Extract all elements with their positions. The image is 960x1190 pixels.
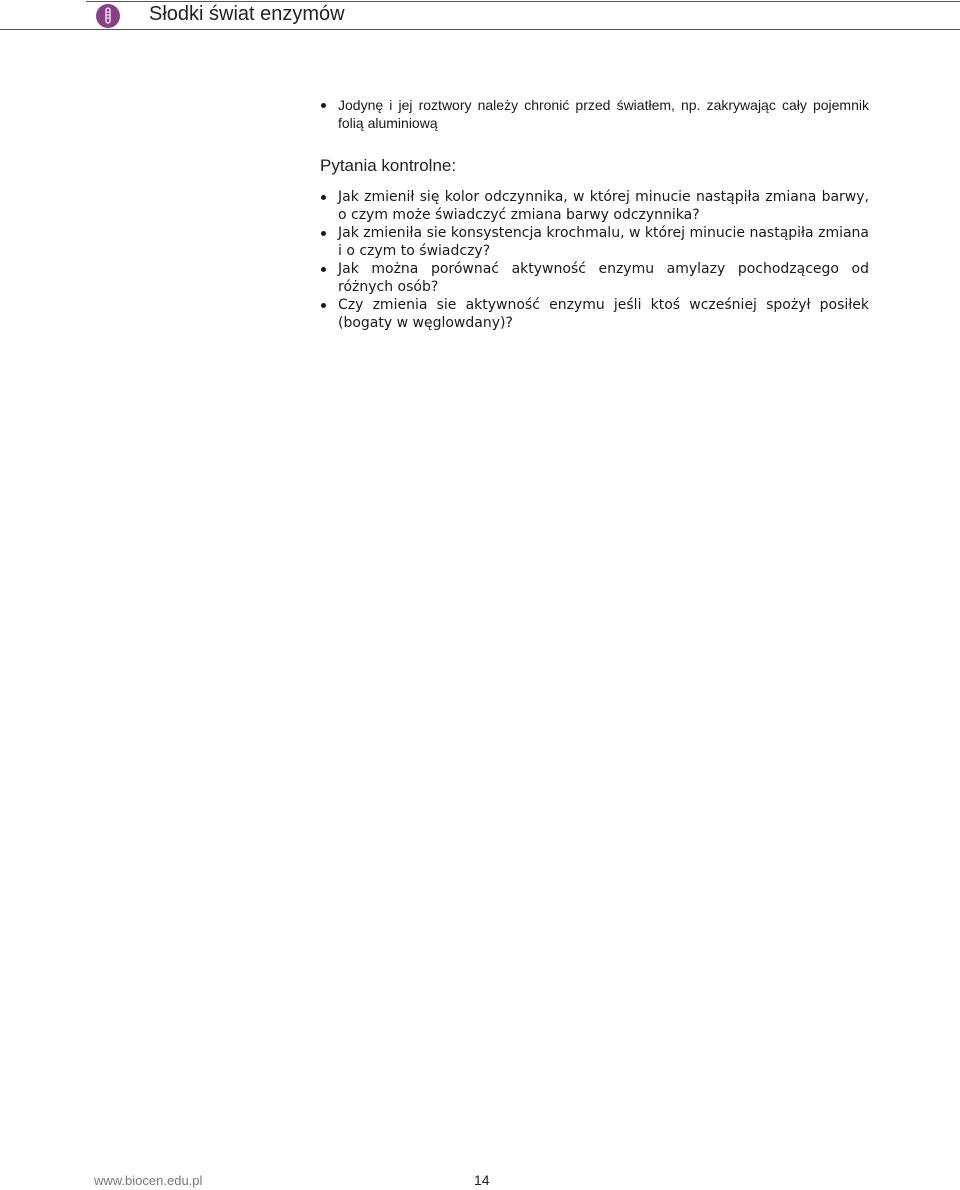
question-item: Jak można porównać aktywność enzymu amylazy pochodzącego od różnych osób?: [320, 260, 869, 296]
header-bottom-rule: [0, 29, 960, 30]
question-item: Jak zmieniła sie konsystencja krochmalu, w której minucie nastąpiła zmiana i o czym to świadczy?: [320, 224, 869, 260]
page-title: Słodki świat enzymów: [149, 3, 345, 25]
intro-list: [320, 96, 869, 132]
page-number: 14: [474, 1172, 490, 1188]
header-top-rule: [86, 1, 960, 2]
footer-url: www.biocen.edu.pl: [94, 1173, 203, 1188]
test-tube-icon: [96, 4, 120, 28]
question-item: Czy zmienia sie aktywność enzymu jeśli ktoś wcześniej spożył posiłek (bogaty w węglowdany)?: [320, 296, 869, 332]
main-content: [320, 96, 869, 332]
page-header: [0, 0, 960, 31]
section-heading: Pytania kontrolne:: [320, 156, 457, 175]
questions-list: [320, 188, 869, 332]
question-item: Jak zmienił się kolor odczynnika, w której minucie nastąpiła zmiana barwy, o czym może świadczyć zmiana barwy odczynnika?: [320, 188, 869, 224]
list-item: Jodynę i jej roztwory należy chronić przed światłem, np. zakrywając cały pojemnik folią aluminiową: [320, 96, 869, 132]
